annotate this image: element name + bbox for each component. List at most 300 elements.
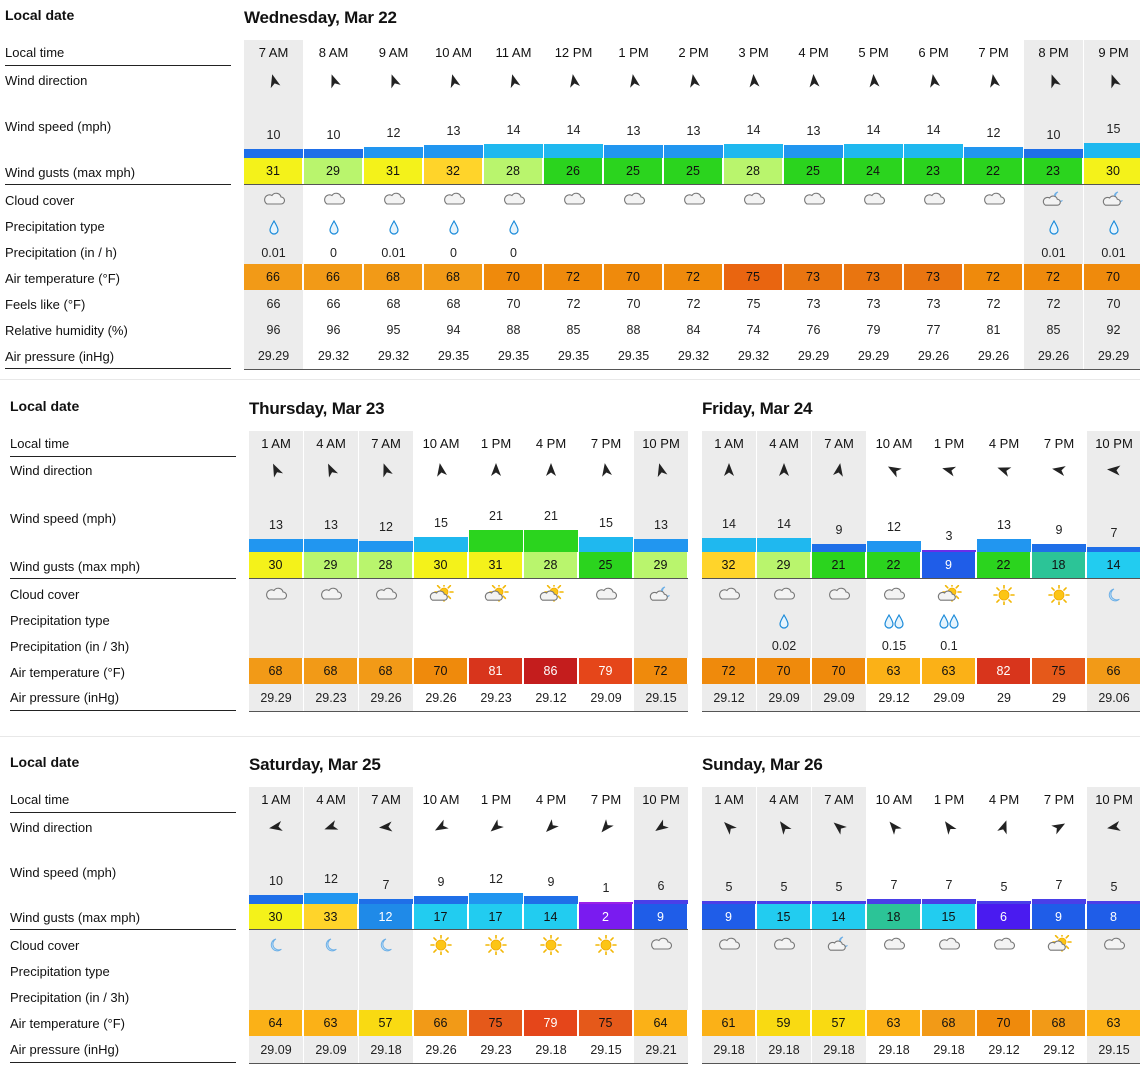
cloud-icon <box>801 190 827 210</box>
wind-speed-value: 13 <box>654 518 668 532</box>
wind-gust-value: 29 <box>304 552 358 578</box>
wind-gusts-label: Wind gusts (max mph) <box>10 910 141 925</box>
sun-icon <box>593 935 619 955</box>
hour-column <box>484 40 543 369</box>
air-pressure-value: 29 <box>1052 691 1066 705</box>
wind-speed-value: 12 <box>324 872 338 886</box>
air-temperature-value: 68 <box>922 1010 976 1036</box>
humidity-value: 94 <box>446 323 461 337</box>
wind-direction-arrow-icon <box>746 73 762 89</box>
cloud-icon <box>321 190 347 210</box>
section-divider <box>0 379 1140 380</box>
air-temperature-value: 70 <box>812 658 866 684</box>
wind-direction-arrow-icon <box>806 73 822 89</box>
hour-column <box>844 40 903 369</box>
sun-cloud-icon <box>936 585 962 605</box>
wind-gust-value: 18 <box>867 904 921 930</box>
wind-gusts-label: Wind gusts (max mph) <box>10 559 141 574</box>
wind-direction-arrow-icon <box>446 73 462 89</box>
wind-gust-value: 15 <box>757 904 811 930</box>
wind-direction-arrow-icon <box>266 73 282 89</box>
air-pressure-value: 29 <box>997 691 1011 705</box>
humidity-value: 88 <box>506 323 521 337</box>
label-rule <box>10 929 236 930</box>
hour-column <box>634 431 688 711</box>
hour-label: 10 PM <box>642 792 680 807</box>
row-rule <box>244 184 1140 185</box>
hour-label: 1 AM <box>714 792 744 807</box>
cloud-icon <box>771 585 797 605</box>
wind-speed-bar <box>702 538 756 552</box>
wind-direction-arrow-icon <box>1046 73 1062 89</box>
hour-label: 4 AM <box>769 436 799 451</box>
wind-speed-value: 7 <box>382 878 390 892</box>
wind-direction-arrow-icon <box>1106 462 1122 478</box>
hour-column <box>244 40 303 369</box>
air-temperature-value: 81 <box>469 658 523 684</box>
cloud-icon <box>318 585 344 605</box>
precipitation-value: 0.01 <box>261 246 286 260</box>
feels-like-value: 66 <box>266 297 281 311</box>
row-rule <box>249 711 688 712</box>
wind-speed-bar <box>904 144 963 158</box>
hour-label: 4 AM <box>316 792 346 807</box>
wind-speed-bar <box>867 541 921 552</box>
wind-speed-value: 1 <box>602 881 610 895</box>
wind-speed-bar <box>304 893 358 904</box>
hour-column <box>812 431 866 711</box>
wind-speed-bar <box>524 896 578 904</box>
hour-column <box>867 431 921 711</box>
hour-column <box>1032 787 1086 1063</box>
air-pressure-label: Air pressure (inHg) <box>5 349 115 364</box>
label-rule <box>5 65 231 66</box>
wind-speed-bar <box>544 144 603 158</box>
hour-column <box>702 787 756 1063</box>
hour-label: 7 AM <box>258 45 289 60</box>
wind-speed-bar <box>579 537 633 552</box>
sun-icon <box>483 935 509 955</box>
hour-column <box>757 431 811 711</box>
wind-gust-value: 15 <box>922 904 976 930</box>
wind-direction-arrow-icon <box>323 462 339 478</box>
air-pressure-value: 29.12 <box>988 1043 1020 1057</box>
wind-gust-value: 25 <box>664 158 723 184</box>
row-rule <box>249 578 688 579</box>
air-temperature-value: 75 <box>579 1010 633 1036</box>
humidity-value: 88 <box>626 323 641 337</box>
cloud-icon <box>261 190 287 210</box>
air-pressure-label: Air pressure (inHg) <box>10 690 120 705</box>
wind-speed-value: 15 <box>1106 122 1121 136</box>
air-pressure-label: Air pressure (inHg) <box>10 1042 120 1057</box>
hour-column <box>634 787 688 1063</box>
local-time-label: Local time <box>5 45 65 60</box>
cloud-icon <box>373 585 399 605</box>
moon-icon <box>373 935 399 955</box>
air-temperature-value: 63 <box>867 658 921 684</box>
air-pressure-value: 29.18 <box>535 1043 567 1057</box>
wind-gust-value: 33 <box>304 904 358 930</box>
air-temperature-value: 57 <box>359 1010 413 1036</box>
wind-speed-bar <box>1032 544 1086 552</box>
air-temperature-value: 73 <box>904 264 963 290</box>
air-pressure-value: 29.23 <box>315 691 347 705</box>
hour-column <box>757 787 811 1063</box>
wind-speed-value: 21 <box>544 509 558 523</box>
wind-gust-value: 31 <box>364 158 423 184</box>
precipitation-type-label: Precipitation type <box>10 964 110 979</box>
wind-speed-bar <box>724 144 783 158</box>
wind-speed-bar <box>244 149 303 158</box>
wind-direction-label: Wind direction <box>10 463 93 478</box>
air-temperature-label: Air temperature (°F) <box>10 665 126 680</box>
feels-like-value: 72 <box>1046 297 1061 311</box>
hour-column <box>964 40 1023 369</box>
row-rule <box>249 929 688 930</box>
double-raindrop-icon <box>881 613 907 633</box>
hour-label: 4 PM <box>535 436 567 451</box>
wind-gust-value: 9 <box>922 552 976 578</box>
local-date-label: Local date <box>10 754 80 770</box>
air-temperature-value: 82 <box>977 658 1031 684</box>
air-pressure-value: 29.26 <box>1037 349 1070 363</box>
air-pressure-value: 29.23 <box>480 1043 512 1057</box>
air-temperature-value: 68 <box>359 658 413 684</box>
wind-direction-arrow-icon <box>941 462 957 478</box>
wind-speed-value: 7 <box>945 878 953 892</box>
wind-speed-value: 5 <box>835 880 843 894</box>
wind-speed-bar <box>664 145 723 158</box>
air-pressure-value: 29.26 <box>425 1043 457 1057</box>
wind-direction-arrow-icon <box>996 819 1012 835</box>
air-pressure-value: 29.12 <box>713 691 745 705</box>
wind-direction-arrow-icon <box>543 819 559 835</box>
hour-label: 4 PM <box>535 792 567 807</box>
feels-like-value: 72 <box>686 297 701 311</box>
wind-gust-value: 31 <box>244 158 303 184</box>
air-pressure-value: 29.12 <box>1043 1043 1075 1057</box>
air-pressure-value: 29.18 <box>713 1043 745 1057</box>
cloud-icon <box>593 585 619 605</box>
cloud-icon <box>1101 935 1127 955</box>
wind-gust-value: 22 <box>977 552 1031 578</box>
wind-gust-value: 32 <box>702 552 756 578</box>
header-rule <box>249 432 688 433</box>
hour-column <box>364 40 423 369</box>
hour-column <box>1032 431 1086 711</box>
cloud-icon <box>561 190 587 210</box>
air-temperature-value: 70 <box>1084 264 1140 290</box>
air-pressure-value: 29.09 <box>590 691 622 705</box>
wind-direction-arrow-icon <box>626 73 642 89</box>
air-temperature-value: 66 <box>1087 658 1140 684</box>
air-temperature-value: 70 <box>757 658 811 684</box>
feels-like-value: 72 <box>986 297 1001 311</box>
wind-speed-bar <box>1024 149 1083 158</box>
cloud-cover-label: Cloud cover <box>5 193 75 208</box>
date-title: Sunday, Mar 26 <box>702 755 823 774</box>
hour-label: 4 PM <box>798 45 829 60</box>
wind-speed-bar <box>784 145 843 158</box>
wind-gust-value: 30 <box>249 904 303 930</box>
precipitation-label: Precipitation (in / h) <box>5 245 117 260</box>
wind-direction-arrow-icon <box>986 73 1002 89</box>
wind-speed-value: 12 <box>379 520 393 534</box>
air-temperature-value: 63 <box>867 1010 921 1036</box>
wind-direction-arrow-icon <box>543 462 559 478</box>
cloud-icon <box>881 935 907 955</box>
wind-speed-label: Wind speed (mph) <box>5 119 112 134</box>
sun-icon <box>428 935 454 955</box>
wind-gust-value: 31 <box>469 552 523 578</box>
wind-direction-arrow-icon <box>268 819 284 835</box>
hour-label: 10 PM <box>1095 436 1133 451</box>
moon-cloud-icon <box>826 935 852 955</box>
air-temperature-value: 72 <box>544 264 603 290</box>
hour-column <box>249 431 303 711</box>
air-pressure-value: 29.06 <box>1098 691 1130 705</box>
air-temperature-value: 72 <box>664 264 723 290</box>
air-temperature-value: 70 <box>977 1010 1031 1036</box>
wind-direction-arrow-icon <box>488 462 504 478</box>
cloud-icon <box>741 190 767 210</box>
hour-column <box>579 431 633 711</box>
hour-column <box>524 431 578 711</box>
cloud-icon <box>381 190 407 210</box>
hour-column <box>304 40 363 369</box>
wind-speed-bar <box>469 530 523 552</box>
wind-gust-value: 9 <box>1032 904 1086 930</box>
feels-like-value: 68 <box>446 297 461 311</box>
wind-speed-value: 12 <box>887 520 901 534</box>
hour-label: 10 PM <box>1095 792 1133 807</box>
hour-column <box>724 40 783 369</box>
wind-speed-bar <box>977 539 1031 552</box>
humidity-value: 85 <box>566 323 581 337</box>
wind-speed-value: 13 <box>324 518 338 532</box>
date-title: Saturday, Mar 25 <box>249 755 381 774</box>
hour-column <box>1087 787 1140 1063</box>
air-temperature-value: 75 <box>469 1010 523 1036</box>
humidity-value: 74 <box>746 323 761 337</box>
hour-column <box>1084 40 1140 369</box>
precipitation-type-label: Precipitation type <box>10 613 110 628</box>
raindrop-icon <box>261 219 287 239</box>
hour-label: 1 PM <box>480 792 512 807</box>
hour-label: 7 PM <box>1043 436 1075 451</box>
hour-column <box>812 787 866 1063</box>
hour-column <box>784 40 843 369</box>
wind-speed-value: 14 <box>866 123 881 137</box>
wind-direction-arrow-icon <box>506 73 522 89</box>
cloud-icon <box>921 190 947 210</box>
wind-direction-arrow-icon <box>886 819 902 835</box>
wind-gust-value: 23 <box>904 158 963 184</box>
hour-label: 4 AM <box>769 792 799 807</box>
double-raindrop-icon <box>936 613 962 633</box>
air-pressure-value: 29.26 <box>917 349 950 363</box>
air-temperature-value: 79 <box>579 658 633 684</box>
air-pressure-value: 29.26 <box>425 691 457 705</box>
wind-speed-bar <box>469 893 523 904</box>
wind-speed-value: 9 <box>547 875 555 889</box>
moon-cloud-icon <box>648 585 674 605</box>
precipitation-value: 0.01 <box>1101 246 1126 260</box>
wind-gust-value: 14 <box>812 904 866 930</box>
air-temperature-value: 64 <box>634 1010 688 1036</box>
local-date-label: Local date <box>10 398 80 414</box>
wind-gust-value: 8 <box>1087 904 1140 930</box>
local-date-label: Local date <box>5 7 75 23</box>
air-pressure-value: 29.09 <box>823 691 855 705</box>
cloud-icon <box>263 585 289 605</box>
feels-like-value: 73 <box>926 297 941 311</box>
wind-speed-value: 13 <box>446 124 461 138</box>
cloud-icon <box>991 935 1017 955</box>
wind-gust-value: 21 <box>812 552 866 578</box>
air-pressure-value: 29.09 <box>768 691 800 705</box>
air-temperature-value: 75 <box>1032 658 1086 684</box>
humidity-value: 76 <box>806 323 821 337</box>
hour-column <box>304 787 358 1063</box>
cloud-icon <box>771 935 797 955</box>
hour-column <box>359 787 413 1063</box>
wind-gust-value: 26 <box>544 158 603 184</box>
hour-label: 7 PM <box>1043 792 1075 807</box>
air-pressure-value: 29.29 <box>1097 349 1130 363</box>
feels-like-value: 75 <box>746 297 761 311</box>
wind-direction-arrow-icon <box>566 73 582 89</box>
wind-speed-value: 14 <box>722 517 736 531</box>
local-time-label: Local time <box>10 436 70 451</box>
hour-label: 7 AM <box>371 436 401 451</box>
hour-label: 10 AM <box>875 792 913 807</box>
wind-speed-label: Wind speed (mph) <box>10 511 117 526</box>
hour-label: 7 PM <box>590 436 622 451</box>
cloud-icon <box>441 190 467 210</box>
wind-speed-value: 10 <box>1046 128 1061 142</box>
wind-speed-value: 7 <box>1110 526 1118 540</box>
hour-label: 10 AM <box>422 436 460 451</box>
air-temperature-value: 70 <box>414 658 468 684</box>
wind-speed-value: 9 <box>1055 523 1063 537</box>
humidity-value: 79 <box>866 323 881 337</box>
humidity-value: 81 <box>986 323 1001 337</box>
row-rule <box>249 1063 688 1064</box>
feels-like-value: 70 <box>506 297 521 311</box>
wind-direction-arrow-icon <box>326 73 342 89</box>
wind-speed-bar <box>414 896 468 904</box>
humidity-label: Relative humidity (%) <box>5 323 128 338</box>
wind-direction-arrow-icon <box>831 462 847 478</box>
sun-cloud-icon <box>428 585 454 605</box>
cloud-icon <box>621 190 647 210</box>
wind-speed-value: 14 <box>926 123 941 137</box>
air-temperature-value: 72 <box>1024 264 1083 290</box>
air-pressure-value: 29.32 <box>317 349 350 363</box>
moon-cloud-icon <box>1041 190 1067 210</box>
wind-speed-value: 7 <box>1055 878 1063 892</box>
humidity-value: 84 <box>686 323 701 337</box>
wind-gust-value: 14 <box>524 904 578 930</box>
wind-speed-value: 5 <box>780 880 788 894</box>
wind-speed-value: 13 <box>269 518 283 532</box>
hour-column <box>304 431 358 711</box>
wind-direction-arrow-icon <box>653 819 669 835</box>
wind-gust-value: 22 <box>964 158 1023 184</box>
wind-speed-value: 15 <box>434 516 448 530</box>
cloud-icon <box>861 190 887 210</box>
precipitation-type-label: Precipitation type <box>5 219 105 234</box>
air-temperature-value: 64 <box>249 1010 303 1036</box>
wind-speed-value: 12 <box>489 872 503 886</box>
raindrop-icon <box>501 219 527 239</box>
wind-direction-arrow-icon <box>323 819 339 835</box>
hour-label: 9 PM <box>1098 45 1129 60</box>
hour-label: 10 PM <box>642 436 680 451</box>
row-rule <box>702 711 1140 712</box>
wind-gust-value: 29 <box>757 552 811 578</box>
raindrop-icon <box>381 219 407 239</box>
wind-gust-value: 30 <box>1084 158 1140 184</box>
wind-speed-value: 5 <box>1000 880 1008 894</box>
hour-label: 7 AM <box>824 436 854 451</box>
wind-gust-value: 2 <box>579 904 633 930</box>
precipitation-label: Precipitation (in / 3h) <box>10 639 130 654</box>
precipitation-value: 0.15 <box>881 639 907 653</box>
wind-speed-label: Wind speed (mph) <box>10 865 117 880</box>
raindrop-icon <box>1041 219 1067 239</box>
air-temperature-label: Air temperature (°F) <box>5 271 121 286</box>
wind-speed-value: 7 <box>890 878 898 892</box>
cloud-icon <box>681 190 707 210</box>
wind-speed-value: 14 <box>777 517 791 531</box>
wind-speed-bar <box>304 149 363 158</box>
wind-gust-value: 30 <box>414 552 468 578</box>
cloud-icon <box>881 585 907 605</box>
hour-label: 1 PM <box>933 436 965 451</box>
wind-direction-arrow-icon <box>653 462 669 478</box>
humidity-value: 95 <box>386 323 401 337</box>
air-temperature-value: 72 <box>634 658 688 684</box>
label-rule <box>10 710 236 711</box>
hour-label: 5 PM <box>858 45 889 60</box>
header-rule <box>244 41 1140 42</box>
hour-label: 7 AM <box>824 792 854 807</box>
hour-column <box>469 787 523 1063</box>
air-pressure-value: 29.35 <box>557 349 590 363</box>
label-rule <box>10 578 236 579</box>
wind-direction-arrow-icon <box>378 462 394 478</box>
wind-direction-arrow-icon <box>941 819 957 835</box>
sun-cloud-icon <box>538 585 564 605</box>
wind-gust-value: 24 <box>844 158 903 184</box>
wind-gust-value: 28 <box>484 158 543 184</box>
air-pressure-value: 29.09 <box>260 1043 292 1057</box>
header-rule <box>702 432 1140 433</box>
wind-direction-arrow-icon <box>268 462 284 478</box>
hour-column <box>664 40 723 369</box>
wind-gust-value: 30 <box>249 552 303 578</box>
hour-label: 12 PM <box>554 45 593 60</box>
feels-like-value: 68 <box>386 297 401 311</box>
precipitation-value: 0.1 <box>940 639 958 653</box>
wind-speed-bar <box>604 145 663 158</box>
wind-speed-bar <box>304 539 358 552</box>
wind-speed-value: 14 <box>746 123 761 137</box>
air-pressure-value: 29.15 <box>645 691 677 705</box>
